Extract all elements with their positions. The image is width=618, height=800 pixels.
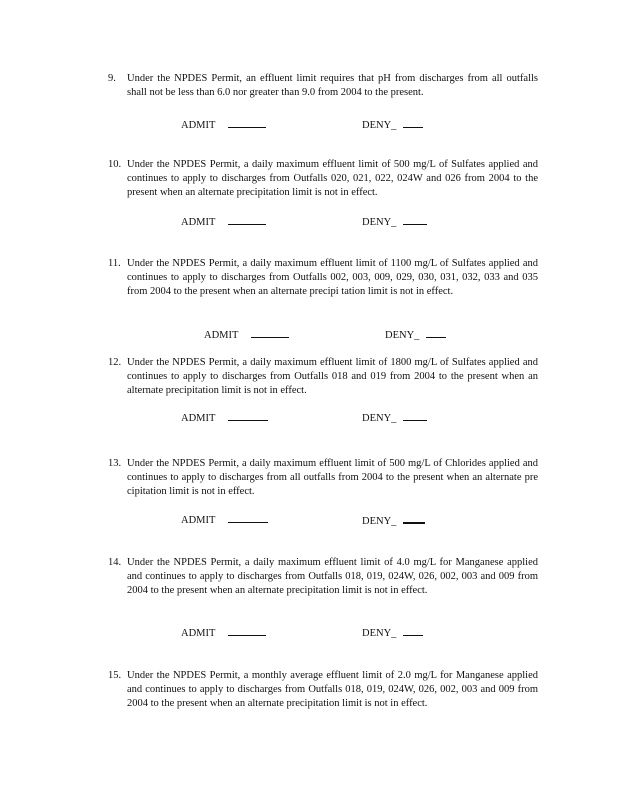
admit-blank[interactable] — [228, 411, 268, 421]
admit-blank[interactable] — [228, 513, 268, 523]
deny-response[interactable] — [362, 118, 423, 133]
request-item — [108, 72, 538, 100]
admit-label: ADMIT — [181, 628, 216, 639]
deny-label: DENY_ — [362, 120, 397, 131]
deny-blank[interactable] — [403, 411, 427, 421]
deny-label: DENY_ — [362, 516, 397, 527]
admit-label: ADMIT — [181, 413, 216, 424]
deny-response[interactable] — [362, 513, 425, 529]
deny-response[interactable] — [385, 328, 446, 343]
admit-response[interactable] — [181, 513, 268, 528]
admit-blank[interactable] — [251, 328, 289, 338]
admit-label: ADMIT — [181, 217, 216, 228]
item-number: 12. — [108, 357, 122, 368]
admit-response[interactable] — [181, 118, 266, 133]
item-text: Under the NPDES Permit, a daily maximum effluent limit of 1100 mg/L of Sulfates applied and continues to apply to discharges from Outfalls 002, 003, 009, 029, 030, 031, 032, 033 and 035 from 2004 to the present when an alternate precipi tation limit is not in effect. — [127, 258, 538, 297]
item-number: 11. — [108, 258, 121, 269]
request-item — [108, 556, 538, 598]
admit-blank[interactable] — [228, 626, 266, 636]
item-text: Under the NPDES Permit, an effluent limit requires that pH from discharges from all outfalls shall not be less than 6.0 nor greater than 9.0 from 2004 to the present. — [127, 73, 538, 98]
request-item — [108, 257, 538, 299]
deny-response[interactable] — [362, 626, 423, 641]
deny-blank[interactable] — [403, 626, 423, 636]
item-text: Under the NPDES Permit, a daily maximum effluent limit of 500 mg/L of Chlorides applied and continues to apply to discharges from all outfalls from 2004 to the present when an alternate pre cipitation limit is not in effect. — [127, 458, 538, 497]
request-item — [108, 669, 538, 711]
admit-response[interactable] — [181, 215, 266, 230]
item-number: 9. — [108, 73, 116, 84]
deny-label: DENY_ — [362, 628, 397, 639]
admit-response[interactable] — [181, 411, 268, 426]
request-item — [108, 356, 538, 398]
deny-response[interactable] — [362, 215, 427, 230]
admit-label: ADMIT — [181, 120, 216, 131]
item-text: Under the NPDES Permit, a daily maximum effluent limit of 4.0 mg/L for Manganese applied and continues to apply to discharges from Outfalls 018, 019, 024W, 026, 002, 003 and 009 from 2004 to the present when an alternate precipitation limit is not in effect. — [127, 557, 538, 596]
deny-blank[interactable] — [403, 118, 423, 128]
deny-label: DENY_ — [362, 217, 397, 228]
item-number: 15. — [108, 670, 122, 681]
item-text: Under the NPDES Permit, a daily maximum effluent limit of 500 mg/L of Sulfates applied and continues to apply to discharges from Outfalls 020, 021, 022, 024W and 026 from 2004 to the present when an alternate precipitation limit is not in effect. — [127, 159, 538, 198]
deny-label: DENY_ — [362, 413, 397, 424]
item-number: 10. — [108, 159, 122, 170]
request-item — [108, 457, 538, 499]
item-text: Under the NPDES Permit, a monthly average effluent limit of 2.0 mg/L for Manganese applied and continues to apply to discharges from Outfalls 018, 019, 024W, 026, 002, 003 and 009 from 2004 to the present when an alternate precipitation limit is not in effect. — [127, 670, 538, 709]
deny-blank[interactable] — [426, 328, 446, 338]
item-number: 13. — [108, 458, 122, 469]
item-number: 14. — [108, 557, 122, 568]
deny-label: DENY_ — [385, 330, 420, 341]
admit-response[interactable] — [181, 626, 266, 641]
deny-response[interactable] — [362, 411, 427, 426]
item-text: Under the NPDES Permit, a daily maximum effluent limit of 1800 mg/L of Sulfates applied and continues to apply to discharges from Outfalls 018 and 019 from 2004 to the present when an alternate precipitation limit is not in effect. — [127, 357, 538, 396]
deny-blank[interactable] — [403, 513, 425, 524]
admit-response[interactable] — [204, 328, 289, 343]
deny-blank[interactable] — [403, 215, 427, 225]
admit-blank[interactable] — [228, 118, 266, 128]
request-item — [108, 158, 538, 200]
admit-label: ADMIT — [204, 330, 239, 341]
admit-label: ADMIT — [181, 515, 216, 526]
admit-blank[interactable] — [228, 215, 266, 225]
